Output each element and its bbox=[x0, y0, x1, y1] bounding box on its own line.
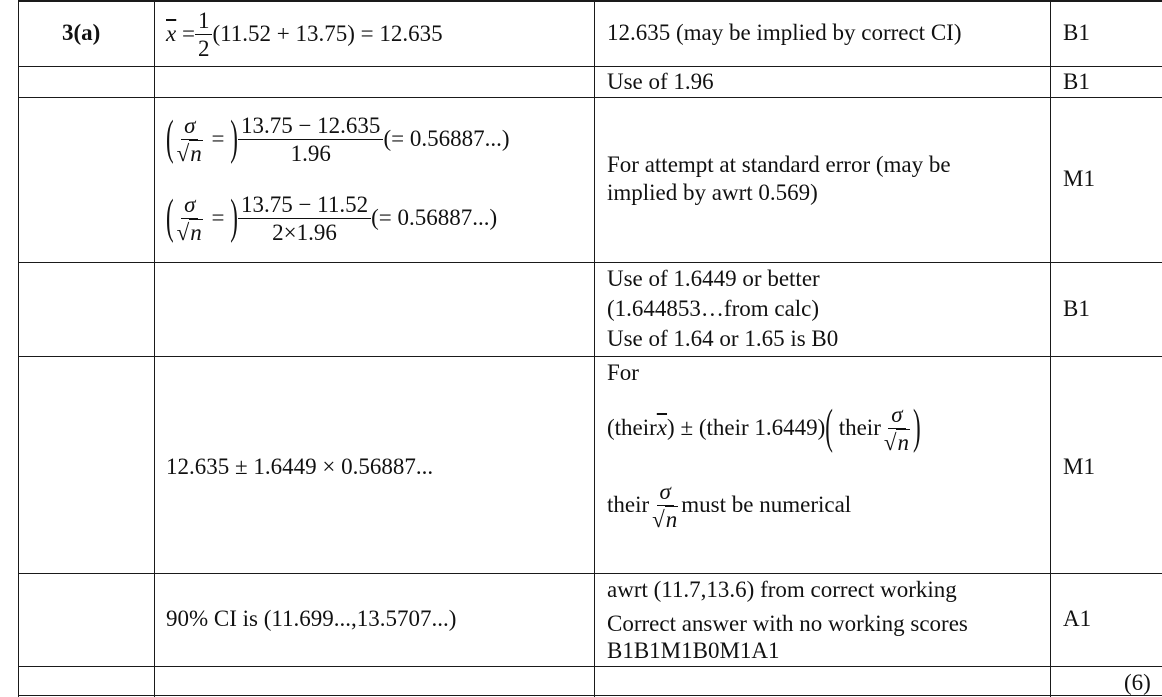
row2-note: Use of 1.96 bbox=[607, 69, 714, 94]
total-marks: (6) bbox=[1124, 670, 1151, 695]
row6-note-line2: Correct answer with no working scores bbox=[607, 611, 968, 636]
row-divider bbox=[18, 262, 1162, 263]
row1-working: $\overline{x}$ = $\frac{1}{2}$ (11.52 + 13.75) = 12.635 bbox=[166, 7, 443, 61]
table-bottom-border bbox=[18, 695, 1162, 696]
row3-working-line1: ( $\frac{\sigma}{√n}$ = ) $\frac{13.75 - 12.635}{1.96}$ (= 0.56887...) bbox=[166, 111, 510, 166]
xbar-symbol: $\overline{x}$ bbox=[166, 21, 177, 46]
row-divider bbox=[18, 356, 1162, 357]
row3-mark: M1 bbox=[1063, 166, 1095, 191]
row3-note-line2: implied by awrt 0.569) bbox=[607, 180, 818, 205]
row6-note-line3: B1B1M1B0M1A1 bbox=[607, 638, 780, 663]
row4-note-line3: Use of 1.64 or 1.65 is B0 bbox=[607, 326, 839, 351]
col-divider bbox=[154, 0, 155, 697]
row1-note: 12.635 (may be implied by correct CI) bbox=[607, 20, 962, 45]
row5-note-tail: their $\frac{\sigma}{√n}$ must be numerical bbox=[607, 478, 852, 532]
row-divider bbox=[18, 666, 1162, 667]
half-fraction: $\frac{1}{2}$ bbox=[195, 9, 213, 60]
row2-mark: B1 bbox=[1063, 69, 1090, 94]
row5-mark: M1 bbox=[1063, 454, 1095, 479]
row6-mark: A1 bbox=[1063, 606, 1092, 631]
col-divider bbox=[594, 0, 595, 697]
row4-note-line2: (1.644853…from calc) bbox=[607, 296, 820, 321]
row4-note-line1: Use of 1.6449 or better bbox=[607, 266, 820, 291]
col-divider bbox=[1050, 0, 1051, 697]
question-number: 3(a) bbox=[62, 20, 101, 45]
row1-mark: B1 bbox=[1063, 20, 1090, 45]
row-divider bbox=[18, 97, 1162, 98]
row-divider bbox=[18, 66, 1162, 67]
row3-note-line1: For attempt at standard error (may be bbox=[607, 152, 951, 177]
row6-working: 90% CI is (11.699...,13.5707...) bbox=[166, 606, 457, 631]
row-divider bbox=[18, 573, 1162, 574]
row5-note-head: For bbox=[607, 360, 639, 385]
col-divider bbox=[18, 0, 19, 697]
table-top-border bbox=[18, 0, 1162, 2]
row5-note-formula: (their $\overline{x}$ ) ± (their 1.6449) ( their $\frac{\sigma}{√n}$ ) bbox=[607, 400, 921, 455]
row6-note-line1: awrt (11.7,13.6) from correct working bbox=[607, 577, 957, 602]
row4-mark: B1 bbox=[1063, 296, 1090, 321]
row3-working-line2: ( $\frac{\sigma}{√n}$ = ) $\frac{13.75 - 11.52}{2\times 1.96}$ (= 0.56887...) bbox=[166, 190, 498, 245]
row5-working: 12.635 ± 1.6449 × 0.56887... bbox=[166, 454, 434, 479]
